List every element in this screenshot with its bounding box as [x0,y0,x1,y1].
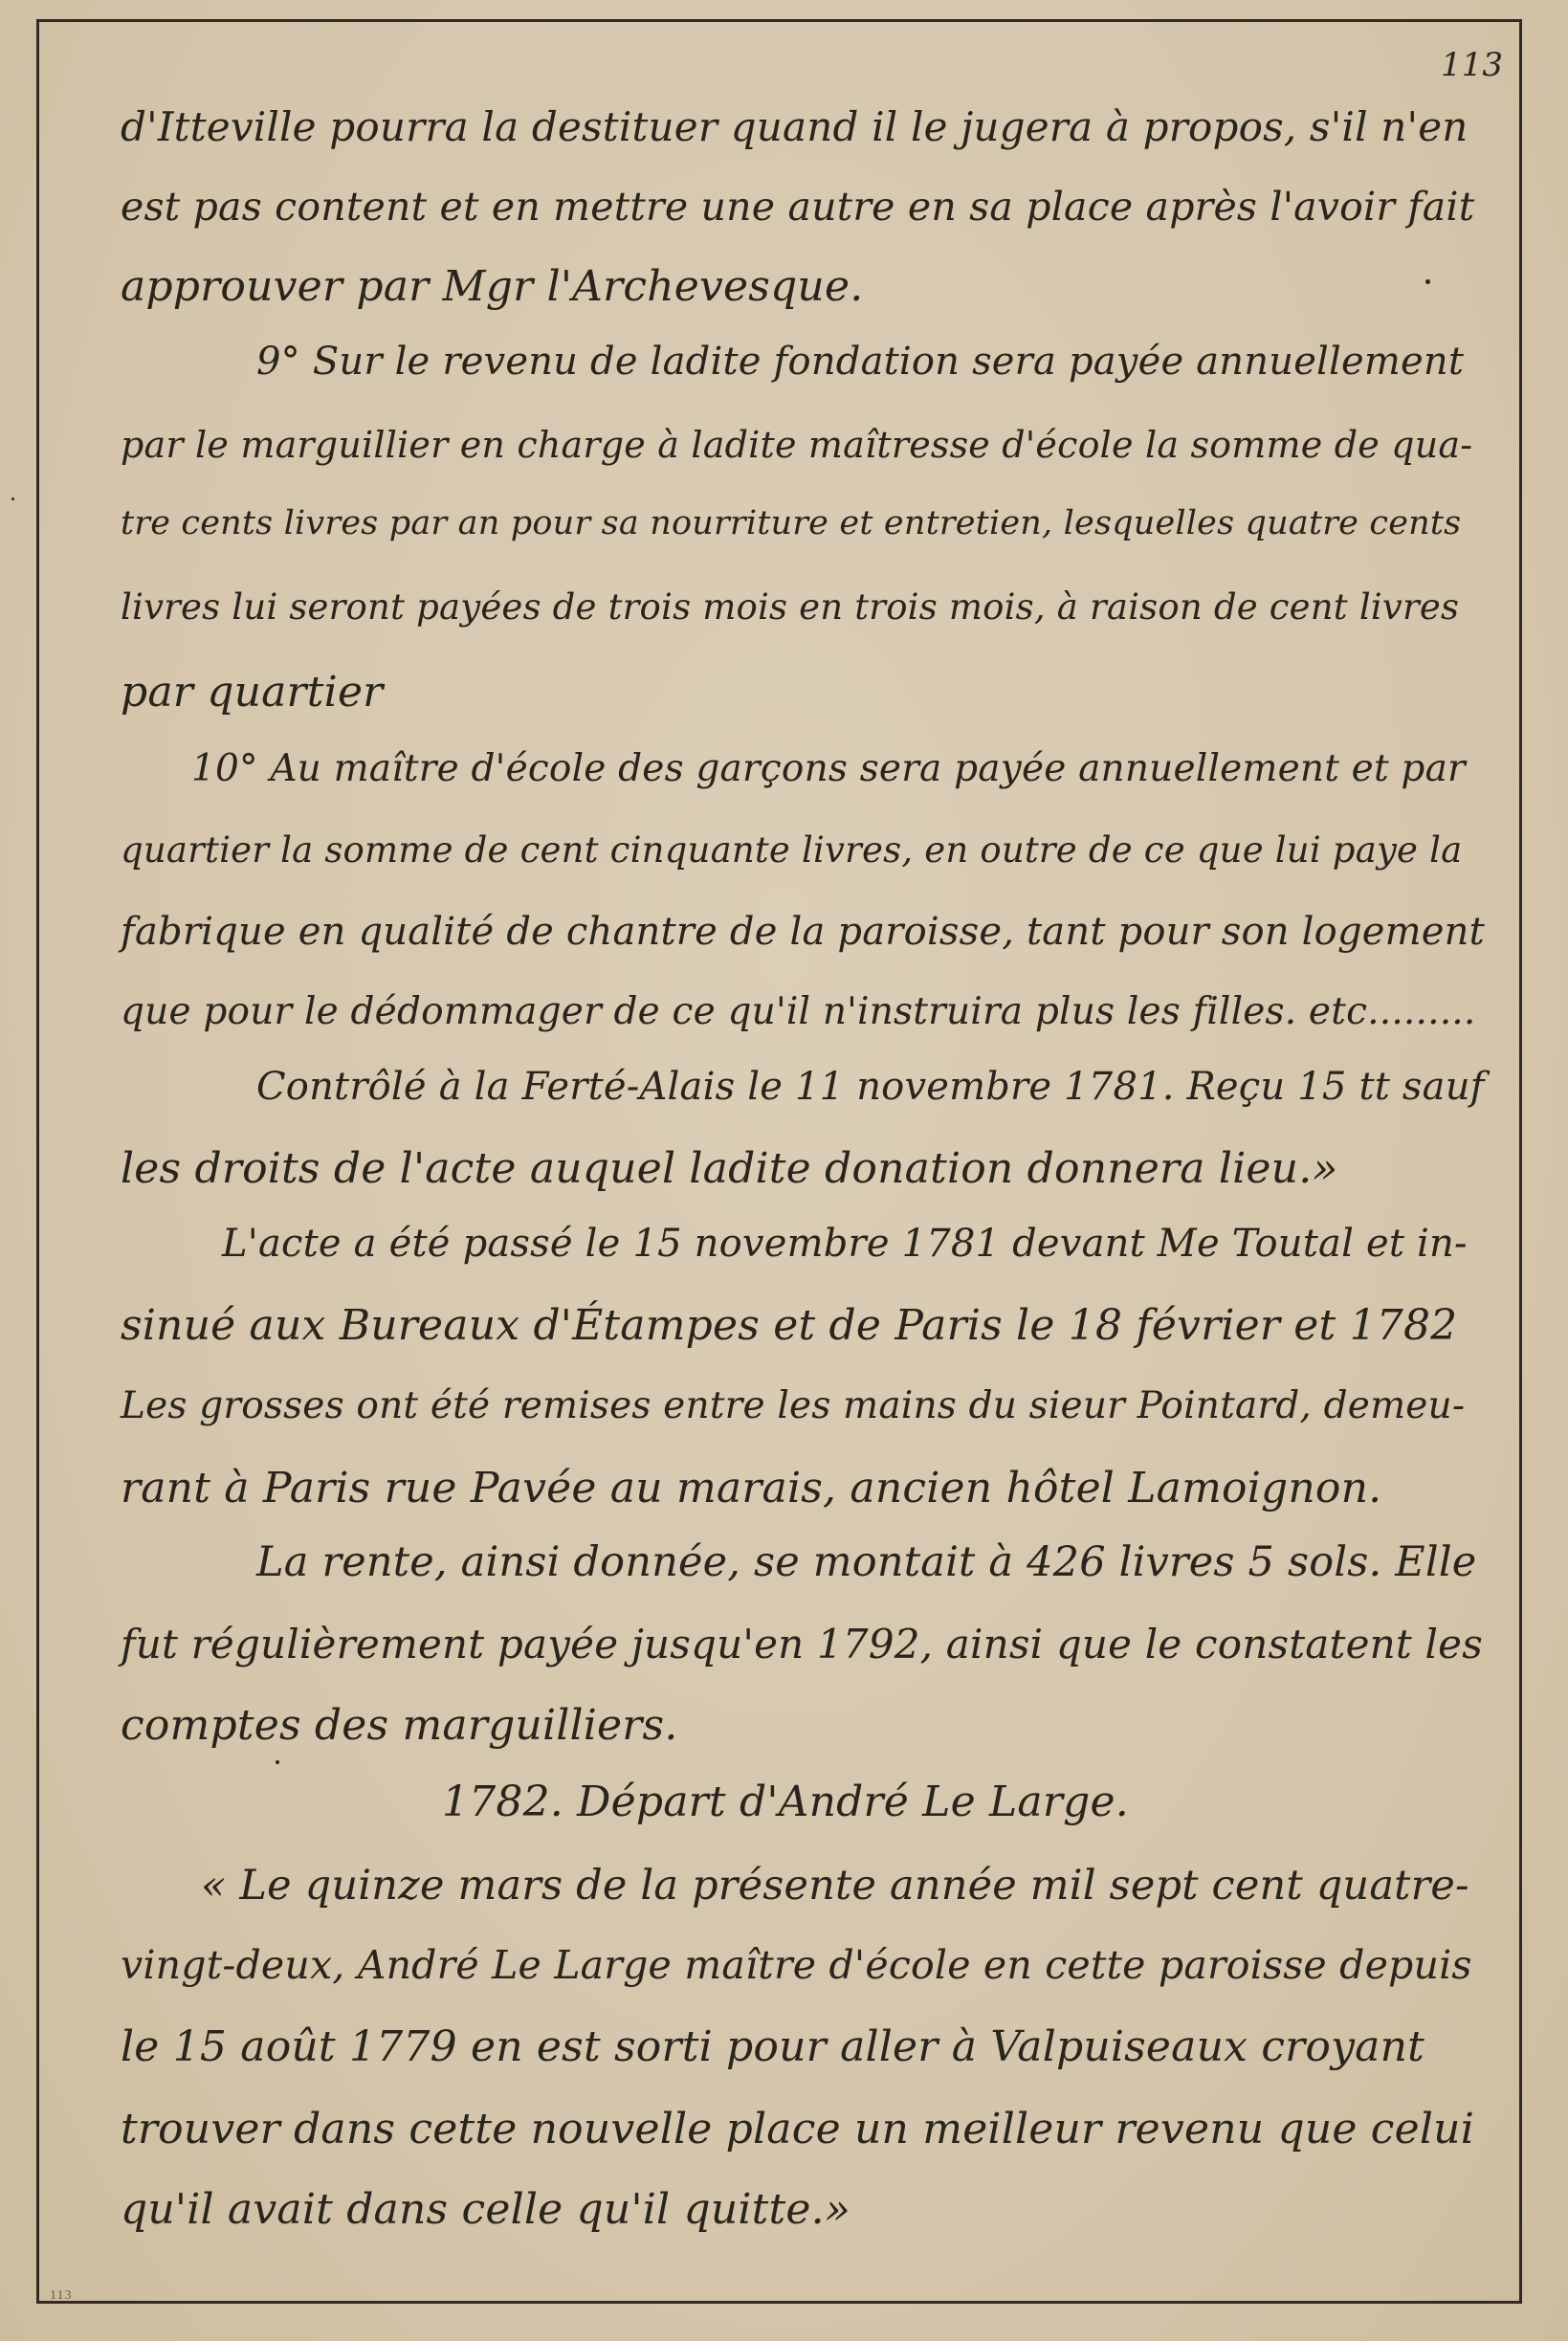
text-line: 10° Au maître d'école des garçons sera payée annuellement et par [191,747,1466,790]
text-line: est pas content et en mettre une autre en sa place après l'avoir fait [121,184,1475,230]
ink-dot [1425,279,1430,284]
text-line: sinué aux Bureaux d'Étampes et de Paris le 18 février et 1782 [121,1301,1458,1350]
text-line: trouver dans cette nouvelle place un meilleur revenu que celui [121,2105,1474,2153]
text-line: L'acte a été passé le 15 novembre 1781 devant Me Toutal et in- [222,1222,1468,1266]
text-line: les droits de l'acte auquel ladite donation donnera lieu.» [121,1144,1338,1193]
text-line: rant à Paris rue Pavée au marais, ancien hôtel Lamoignon. [121,1464,1382,1513]
text-line: vingt-deux, André Le Large maître d'école en cette paroisse depuis [121,1942,1472,1988]
text-line: que pour le dédommager de ce qu'il n'instruira plus les filles. etc......... [121,990,1476,1033]
footer-number: 113 [50,2288,73,2303]
text-line: tre cents livres par an pour sa nourriture et entretien, lesquelles quatre cents [121,504,1462,542]
text-line: livres lui seront payées de trois mois en trois mois, à raison de cent livres [121,586,1460,628]
text-line: Les grosses ont été remises entre les mains du sieur Pointard, demeu- [121,1384,1466,1427]
folio-number: 113 [1441,46,1503,84]
text-line: « Le quinze mars de la présente année mil sept cent quatre- [201,1862,1469,1910]
text-line: approuver par Mgr l'Archevesque. [121,262,864,311]
text-line: par le marguillier en charge à ladite maîtresse d'école la somme de qua- [121,424,1473,466]
text-line: comptes des marguilliers. [121,1701,678,1750]
ink-dot [11,497,14,500]
text-line: le 15 août 1779 en est sorti pour aller à Valpuiseaux croyant [121,2022,1425,2071]
ink-dot [276,1760,279,1764]
text-line: fabrique en qualité de chantre de la paroisse, tant pour son logement [121,910,1485,954]
text-line: Contrôlé à la Ferté-Alais le 11 novembre 1781. Reçu 15 tt sauf [256,1065,1485,1109]
text-line: quartier la somme de cent cinquante livres, en outre de ce que lui paye la [121,829,1463,871]
text-line: qu'il avait dans celle qu'il quitte.» [121,2185,850,2234]
text-line: 9° Sur le revenu de ladite fondation sera payée annuellement [256,340,1465,384]
text-line: par quartier [121,668,384,717]
section-heading: 1782. Départ d'André Le Large. [442,1778,1129,1826]
text-line: d'Itteville pourra la destituer quand il le jugera à propos, s'il n'en [121,103,1469,150]
text-line: La rente, ainsi donnée, se montait à 426 livres 5 sols. Elle [256,1538,1477,1586]
text-line: fut régulièrement payée jusqu'en 1792, ainsi que le constatent les [121,1621,1483,1667]
